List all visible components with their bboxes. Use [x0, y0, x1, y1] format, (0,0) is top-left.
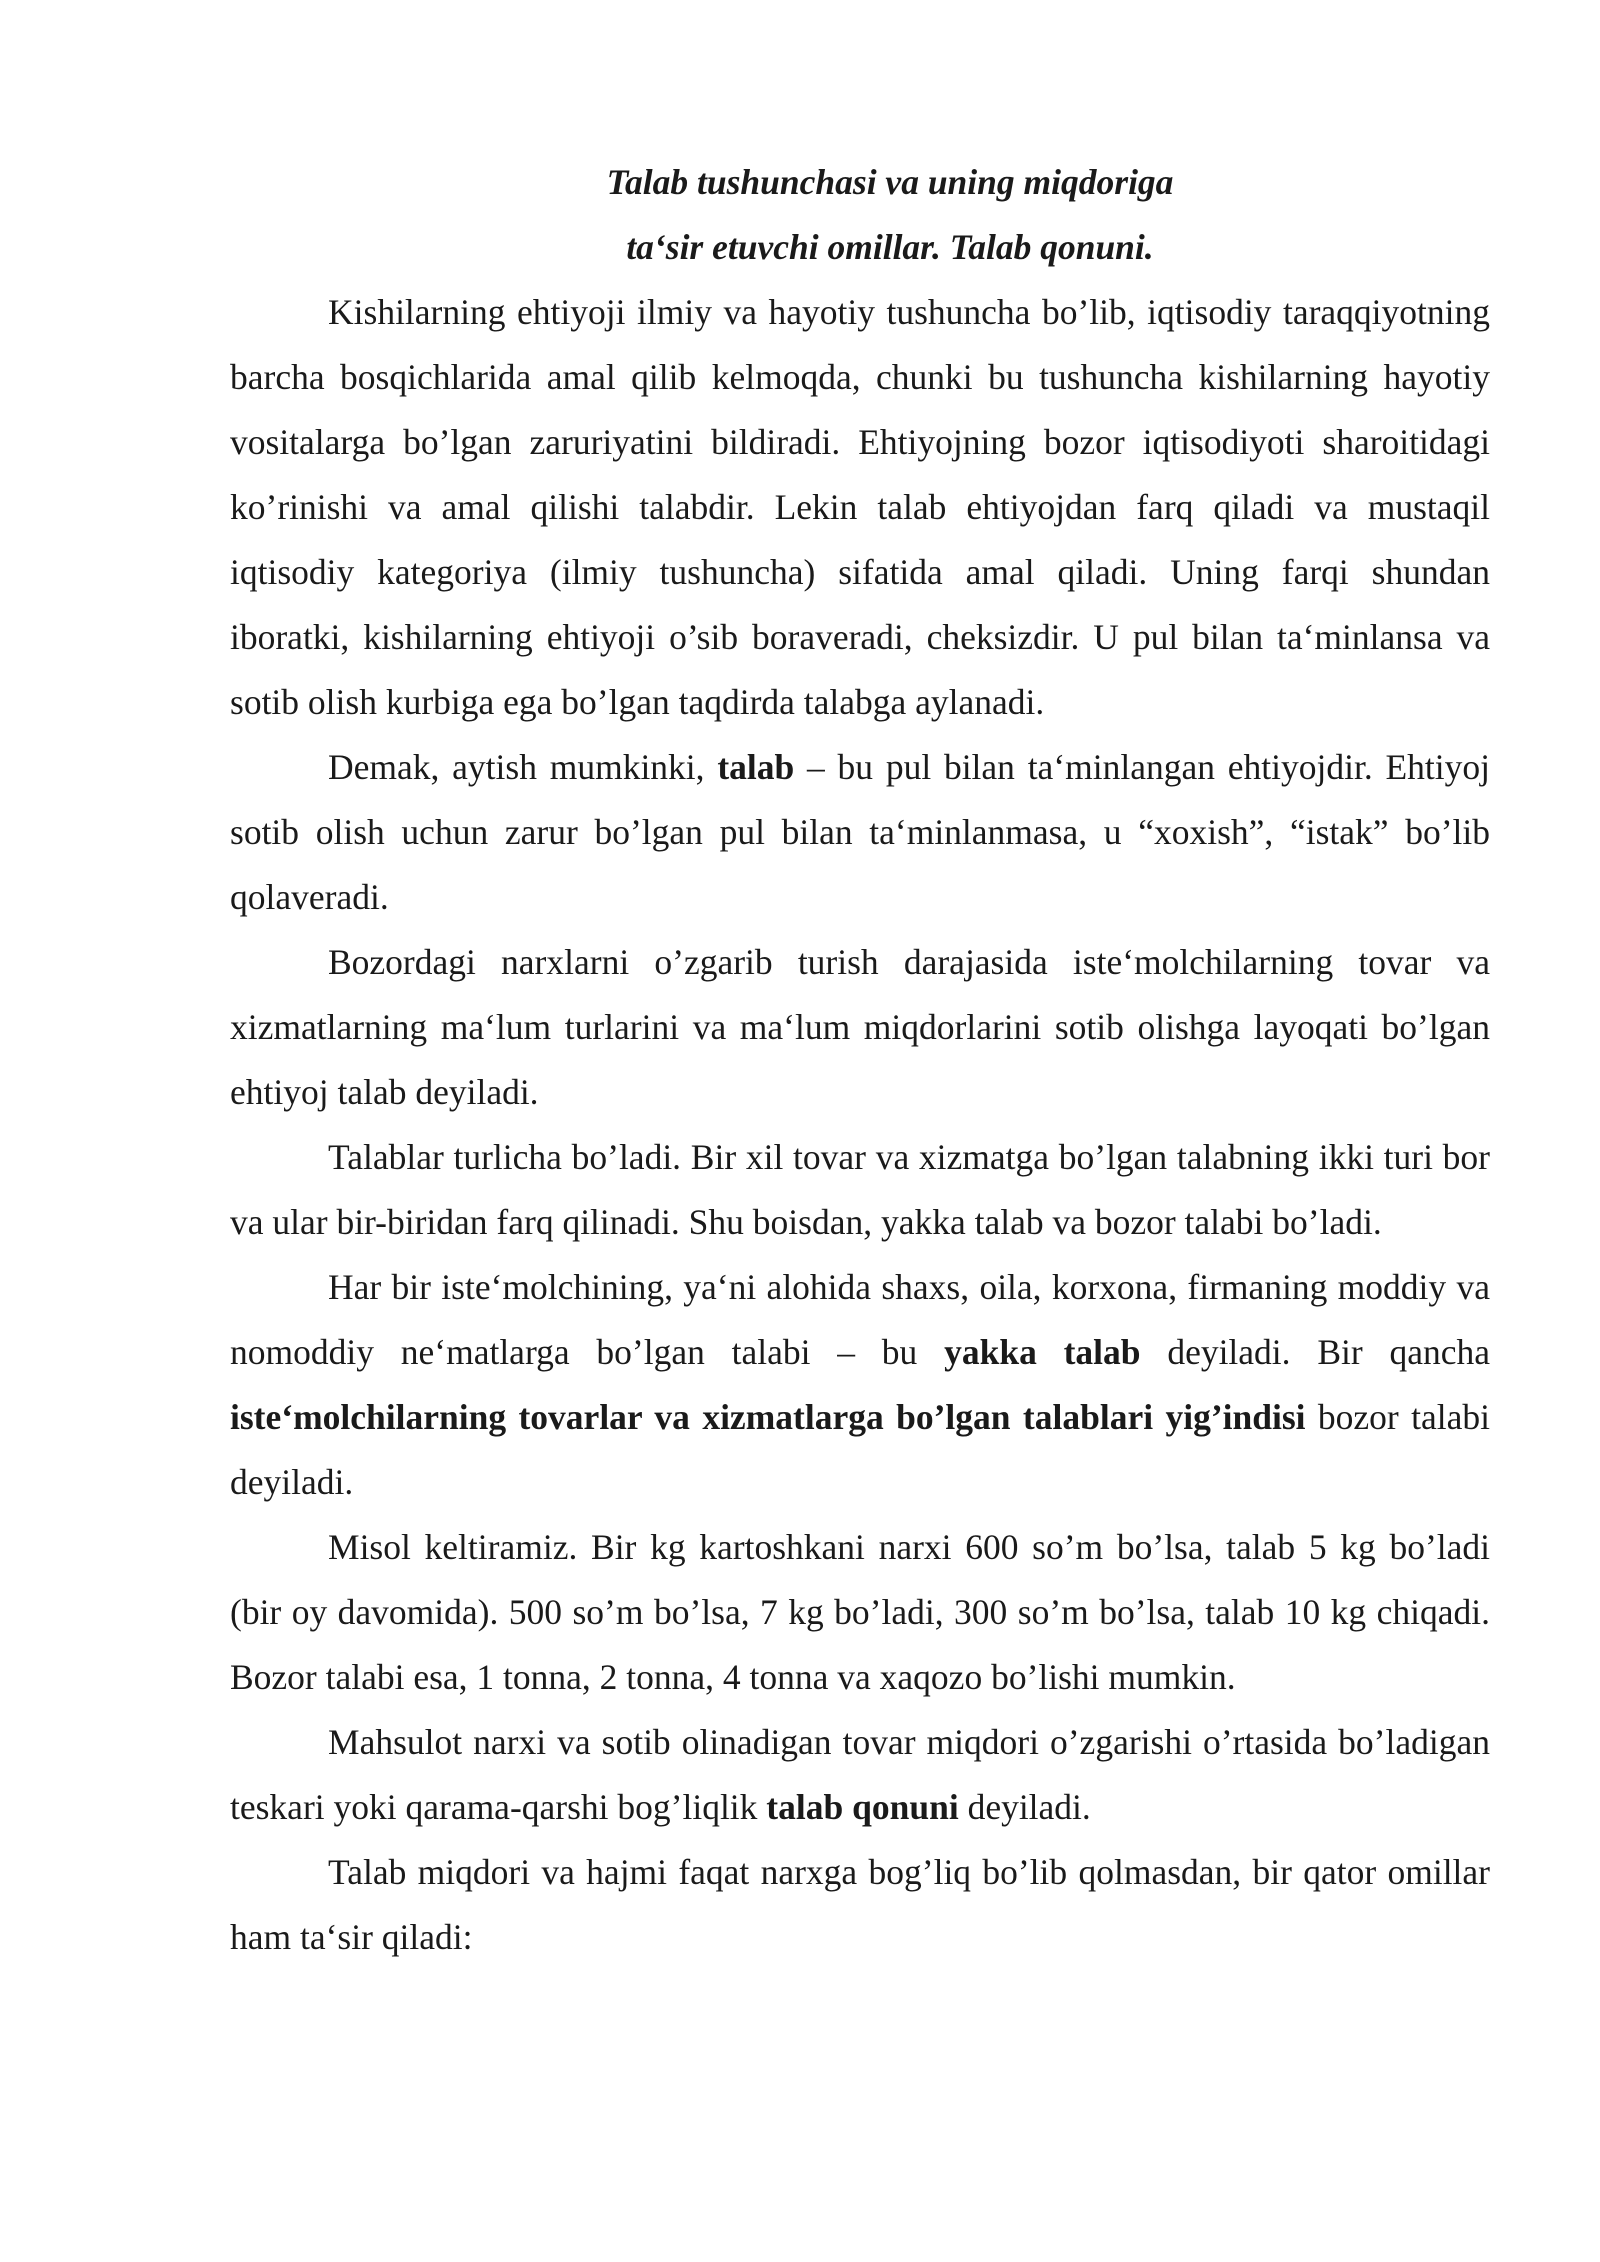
term-talab-qonuni: talab qonuni [766, 1787, 959, 1827]
paragraph-3: Bozordagi narxlarni o’zgarib turish darajasida iste‘molchilarning tovar va xizmatlarning ma‘lum turlarini va ma‘lum miqdorlarini sotib olishga layoqati bo’lgan ehtiyoj talab deyiladi. [230, 942, 1490, 1112]
document-title-line-1: Talab tushunchasi va uning miqdoriga [606, 162, 1174, 202]
paragraph-7-text-c: deyiladi. [958, 1787, 1091, 1827]
paragraph-7 [230, 1710, 1490, 1840]
paragraph-1: Kishilarning ehtiyoji ilmiy va hayotiy tushuncha bo’lib, iqtisodiy taraqqiyotning barcha bosqichlarida amal qilib kelmoqda, chunki bu tushuncha kishilarning hayotiy vositalarga bo’lgan zaruriyatini bildiradi. Ehtiyojning bozor iqtisodiyoti sharoitidagi ko’rinishi va amal qilishi talabdir. Lekin talab ehtiyojdan farq qiladi va mustaqil iqtisodiy kategoriya (ilmiy tushuncha) sifatida amal qiladi. Uning farqi shundan iboratki, kishilarning ehtiyoji o’sib boraveradi, cheksizdir. U pul bilan ta‘minlansa va sotib olish kurbiga ega bo’lgan taqdirda talabga aylanadi. [230, 292, 1490, 722]
paragraph-5-text-c: deyiladi. Bir qancha [1140, 1332, 1490, 1372]
term-talab: talab [717, 747, 795, 787]
paragraph-5-text-e: bozor talabi deyiladi. [230, 1397, 1490, 1502]
paragraph-2 [230, 735, 1490, 930]
term-bozor-talabi-definition: iste‘molchilarning tovarlar va xizmatlarga bo’lgan talablari yig’indisi [230, 1397, 1306, 1437]
document-page [230, 150, 1490, 1970]
paragraph-5-text-a: Har bir iste‘molchining, ya‘ni alohida shaxs, oila, korxona, firmaning moddiy va nomoddiy ne‘matlarga bo’lgan talabi – bu [230, 1267, 1490, 1372]
term-yakka-talab: yakka talab [944, 1332, 1141, 1372]
paragraph-8: Talab miqdori va hajmi faqat narxga bog’liq bo’lib qolmasdan, bir qator omillar ham ta‘sir qiladi: [230, 1852, 1490, 1957]
paragraph-2-text-a: Demak, aytish mumkinki, [328, 747, 718, 787]
paragraph-5 [230, 1255, 1490, 1515]
paragraph-7-text-a: Mahsulot narxi va sotib olinadigan tovar miqdori o’zgarishi o’rtasida bo’ladigan teskari yoki qarama-qarshi bog’liqlik [230, 1722, 1490, 1827]
paragraph-6: Misol keltiramiz. Bir kg kartoshkani narxi 600 so’m bo’lsa, talab 5 kg bo’ladi (bir oy davomida). 500 so’m bo’lsa, 7 kg bo’ladi, 300 so’m bo’lsa, talab 10 kg chiqadi. Bozor talabi esa, 1 tonna, 2 tonna, 4 tonna va xaqozo bo’lishi mumkin. [230, 1527, 1490, 1697]
paragraph-2-text-c: – bu pul bilan ta‘minlangan ehtiyojdir. Ehtiyoj sotib olish uchun zarur bo’lgan pul bilan ta‘minlanmasa, u “xoxish”, “istak” bo’lib qolaveradi. [230, 747, 1490, 917]
document-title-line-2: ta‘sir etuvchi omillar. Talab qonuni. [626, 227, 1154, 267]
paragraph-4: Talablar turlicha bo’ladi. Bir xil tovar va xizmatga bo’lgan talabning ikki turi bor va ular bir-biridan farq qilinadi. Shu boisdan, yakka talab va bozor talabi bo’ladi. [230, 1137, 1490, 1242]
